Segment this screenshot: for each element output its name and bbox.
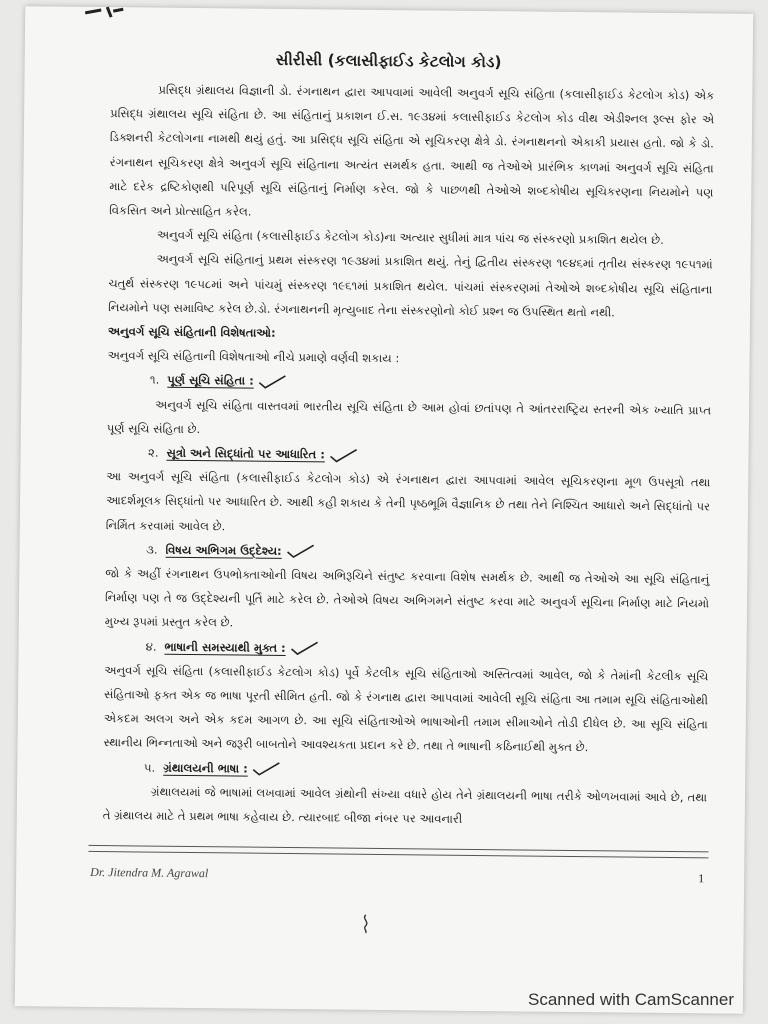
feature-title: ગ્રંથાલયની ભાષા : bbox=[163, 760, 248, 776]
feature-text-4: અનુવર્ગ સૂચિ સંહિતા (કલાસીફાઈડ કેટલોગ કોડ) પૂર્વે કેટલીક સૂચિ સંહિતાઓ અસ્તિત્વમાં આવેલ, જો કે તેમાંની કેટલીક સૂચિ સંહિતાઓ ફક્ત એક જ ભાષા પૂરતી સીમિત હતી. જો કે રંગનાથ દ્વારા આપવામાં આવેલી સૂચિ સંહિતા આ તમામ સૂચિ સંહિતાઓથી એકદમ અલગ અને એક કદમ આગળ છે. આ સૂચિ સંહિતાઓએ ભાષાઓની તમામ સીમાઓને તોડી દીધેલ છે. આ સૂચિ સંહિતા સ્થાનીય ભિન્નતાઓ અને જરૂરી બાબતોને આવશ્યકતા પ્રદાન કરે છે. તથા તે ભાષાની કઠિનાઈથી મુક્ત છે. bbox=[103, 662, 709, 755]
checkmark-icon bbox=[329, 448, 359, 462]
scribble-mark-icon bbox=[83, 5, 143, 20]
pen-squiggle-icon bbox=[360, 914, 372, 934]
feature-title: વિષય અભિગમ ઉદ્દેશ્ય: bbox=[165, 542, 282, 558]
features-heading: અનુવર્ગ સૂચિ સંહિતાની વિશેષતાઓ: bbox=[107, 324, 276, 340]
checkmark-icon bbox=[257, 375, 287, 389]
scanned-page bbox=[15, 6, 753, 1014]
footer-author: Dr. Jitendra M. Agrawal bbox=[90, 864, 209, 881]
checkmark-icon bbox=[251, 762, 281, 776]
feature-title: ભાષાની સમસ્યાથી મુક્ત : bbox=[164, 639, 286, 655]
editions-detail-paragraph: અનુવર્ગ સૂચિ સંહિતાનું પ્રથમ સંસ્કરણ ૧૯૩૪માં પ્રકાશિત થયું. તેનું દ્વિતીય સંસ્કરણ ૧૯૪૬માં તૃતીય સંસ્કરણ ૧૯૫૧માં ચતુર્થ સંસ્કરણ ૧૯૫૮માં અને પાંચમું સંસ્કરણ ૧૯૬૧માં પ્રકાશિત થયેલ. પાંચમાં સંસ્કરણમાં તેઓએ શબ્દકોષીય સૂચિ સંહિતાના નિયમોને પણ સમાવિષ્ટ કરેલ છે.ડો. રંગનાથનની મૃત્યુબાદ તેના સંસ્કરણોનો કોઈ પ્રશ્ન જ ઉપસ્થિત થતો નથી. bbox=[108, 252, 713, 320]
document-title: સીરીસી (કલાસીફાઈડ કેટલોગ કોડ) bbox=[275, 50, 502, 72]
feature-number: ૧. bbox=[149, 372, 160, 388]
features-intro: અનુવર્ગ સૂચિ સંહિતાની વિશેષતાઓ નીચે પ્રમાણે વર્ણવી શકાય : bbox=[107, 348, 400, 366]
document-body bbox=[103, 77, 715, 834]
scanner-watermark: Scanned with CamScanner bbox=[527, 990, 734, 1009]
checkmark-icon bbox=[289, 641, 319, 655]
feature-number: ૪. bbox=[145, 639, 157, 654]
feature-text-3: જો કે અહીં રંગનાથન ઉપભોક્તાઓની વિષય અભિરૂચિને સંતુષ્ટ કરવાના વિશેષ સમર્થક છે. આથી જ તેઓએ આ સૂચિ સંહિતાનું નિર્માણ પણ તે જ ઉદ્દેશ્યની પૂર્તિ માટે કરેલ છે. તેઓએ વિષય અભિગમને સંતુષ્ટ કરવા માટે અનુવર્ગ સૂચિના નિર્માણ માટે નિયમો મુખ્ય રૂપમાં પ્રસ્તુત કરેલ છે. bbox=[104, 566, 710, 630]
feature-title: પૂર્ણ સૂચિ સંહિતા : bbox=[167, 373, 254, 389]
editions-summary-paragraph: અનુવર્ગ સૂચિ સંહિતા (કલાસીફાઈડ કેટલોગ કોડ)ના અત્યાર સુધીમાં માત્ર પાંચ જ સંસ્કરણો પ્રકાશિત થયેલ છે. bbox=[156, 227, 664, 248]
feature-number: ૫. bbox=[143, 760, 156, 775]
page-number: 1 bbox=[698, 871, 705, 886]
intro-paragraph: પ્રસિદ્ધ ગ્રંથાલય વિજ્ઞાની ડો. રંગનાથન દ્વારા આપવામાં આવેલી અનુવર્ગ સૂચિ સંહિતા (કલાસીફાઈડ કેટલોગ કોડ) એક પ્રસિદ્ધ ગ્રંથાલય સૂચિ સંહિતા છે. આ સંહિતાનું પ્રકાશન ઈ.સ. ૧૯૩૪માં કલાસીફાઈડ કેટલોગ કોડ વીથ એડીશ્નલ રૂલ્સ ફોર એ ડિક્શનરી કેટલોગના નામથી થયું હતું. આ પ્રસિદ્ધ સૂચિ સંહિતા એ સૂચિકરણ ક્ષેત્રે ડો. રંગનાથનનો એકાકી પ્રયાસ હતો. જો કે ડો. રંગનાથન સૂચિકરણ ક્ષેત્રે અનુવર્ગ સૂચિ સંહિતાના અત્યંત સમર્થક હતા. આથી જ તેઓએ પ્રારંભિક કાળમાં અનુવર્ગ સૂચિ સંહિતા માટે દરેક દ્રષ્ટિકોણથી પરિપૂર્ણ સૂચિ સંહિતાનું નિર્માણ કરેલ. જો કે પાછળથી તેઓએ શબ્દકોષીય સૂચિકરણના નિયમોને પણ વિકસિત અને પ્રોત્સાહિત કરેલ. bbox=[109, 82, 715, 219]
feature-title: સૂત્રો અને સિદ્ધાંતો પર આધારિત : bbox=[166, 445, 326, 462]
feature-number: ૨. bbox=[148, 445, 159, 460]
feature-text-2: આ અનુવર્ગ સૂચિ સંહિતા (કલાસીફાઈડ કેટલોગ કોડ) એ રંગનાથન દ્વારા આપવામાં આવેલ સૂચિકરણના મૂળ ઉપસૂત્રો તથા આદર્શમૂલક સિદ્ધાંતો પર આધારિત છે. આથી કહી શકાય કે તેની પૃષ્ઠભૂમિ વૈજ્ઞાનિક છે તથા તેને નિશ્ચિત આધારો અને સિદ્ધાંતો પર નિર્મિત કરવામાં આવેલ છે. bbox=[105, 469, 711, 533]
feature-text-5: ગ્રંથાલયમાં જે ભાષામાં લખવામાં આવેલ ગ્રંથોની સંખ્યા વધારે હોય તેને ગ્રંથાલયની ભાષા તરીકે ઓળખવામાં આવે છે, તથા તે ગ્રંથાલય માટે તે પ્રથમ ભાષા કહેવાય છે. ત્યારબાદ બીજા નંબર પર આવનારી bbox=[102, 784, 708, 826]
checkmark-icon bbox=[285, 544, 315, 558]
feature-number: ૩. bbox=[146, 542, 158, 557]
footer-divider bbox=[88, 851, 708, 858]
feature-text-1: અનુવર્ગ સૂચિ સંહિતા વાસ્તવમાં ભારતીય સૂચિ સંહિતા છે આમ હોવાં છતાંપણ તે આંતરરાષ્ટ્રિય સ્તરની એક ખ્યાતિ પ્રાપ્ત પૂર્ણ સૂચિ સંહિતા છે. bbox=[106, 397, 712, 436]
